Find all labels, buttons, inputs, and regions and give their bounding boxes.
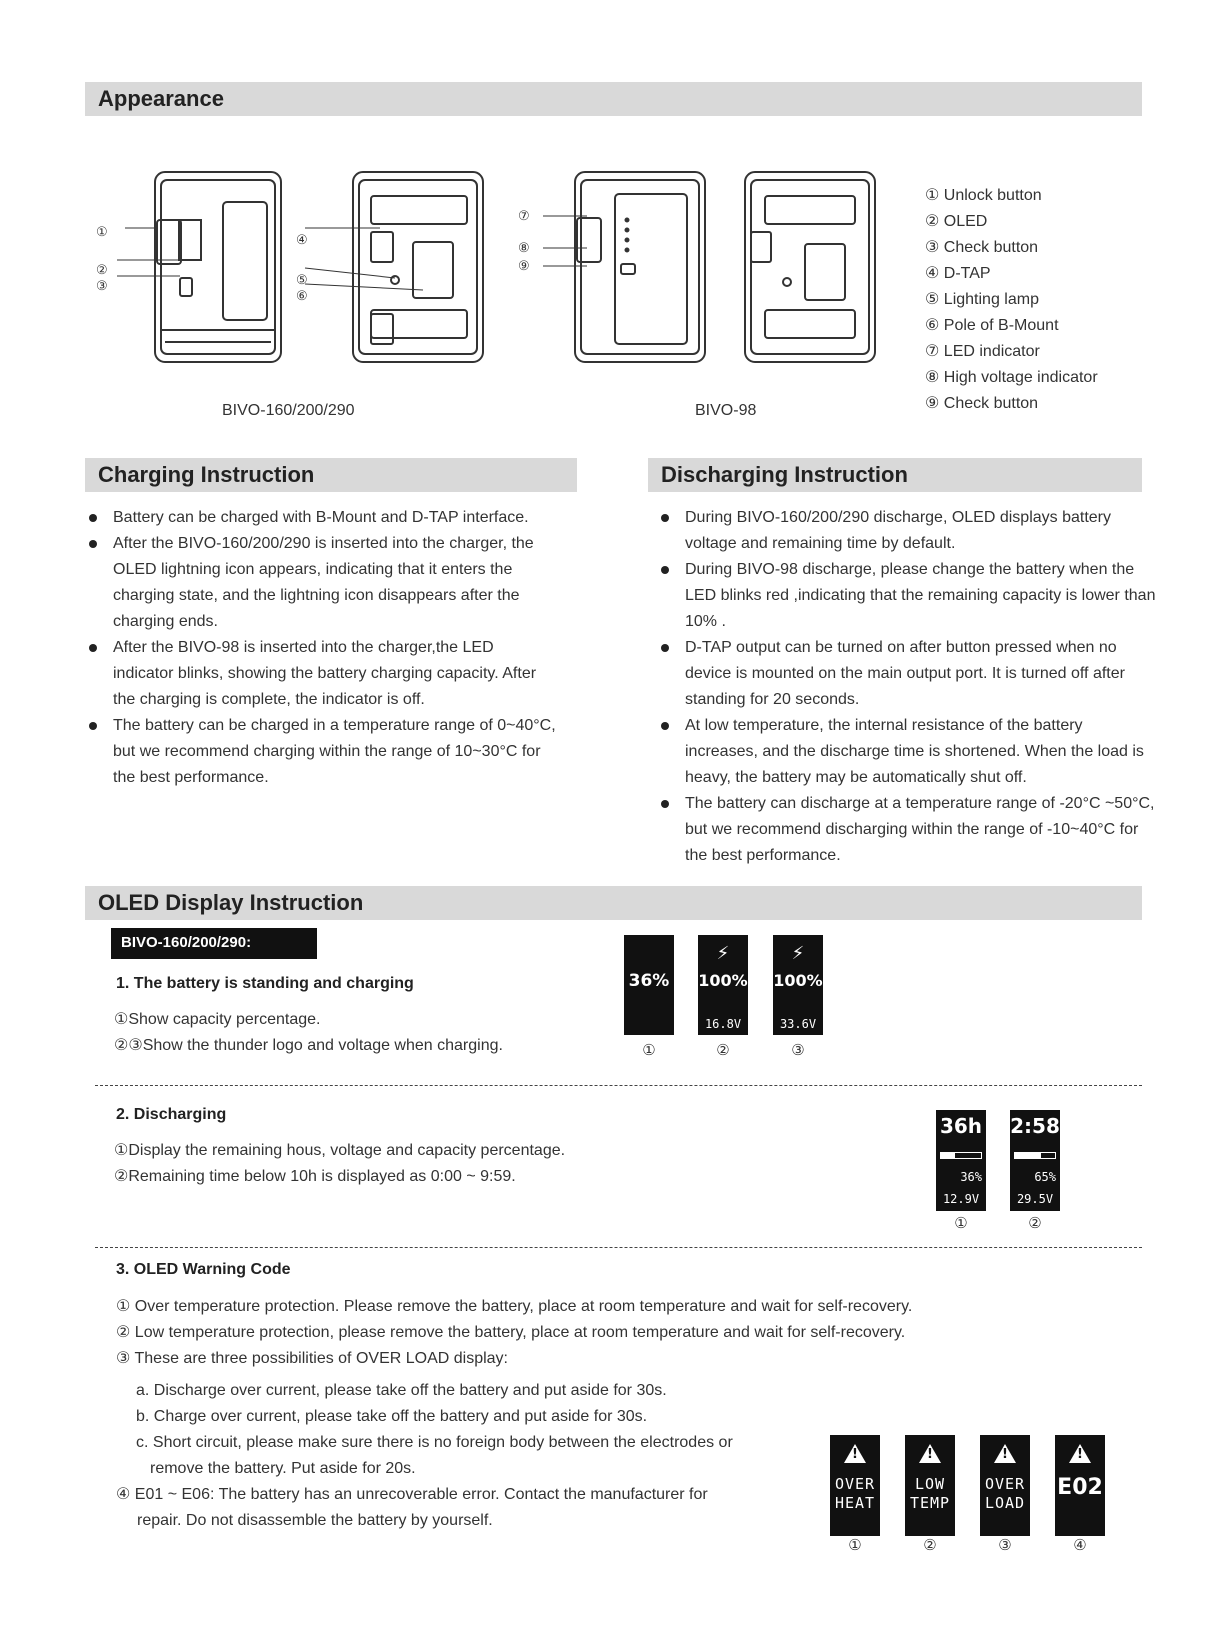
- list-item: The battery can be charged in a temperature range of 0~40°C, but we recommend charging within the range of 10~30°C for the best performance.: [86, 713, 556, 791]
- diagram-mark-4: ④: [296, 232, 308, 247]
- legend-item: ③ Check button: [925, 239, 1039, 256]
- discharging-list: [658, 505, 1158, 869]
- legend-item: ⑧ High voltage indicator: [925, 369, 1098, 386]
- battery-diagram-bivo-160: [95, 160, 495, 380]
- oled-screen-warning: [980, 1435, 1030, 1536]
- screen-caption: ②: [1028, 1215, 1042, 1232]
- model-caption-bivo-98: BIVO-98: [695, 402, 757, 419]
- section-3-subline: a. Discharge over current, please take off the battery and put aside for 30s.: [136, 1382, 667, 1399]
- screen-caption: ③: [998, 1537, 1012, 1554]
- list-item: At low temperature, the internal resistance of the battery increases, and the discharge time is shortened. When the load is heavy, the battery may be automatically shut off.: [658, 713, 1158, 791]
- screen-voltage: 12.9V: [942, 1192, 980, 1206]
- oled-screen-warning: [830, 1435, 880, 1536]
- legend-item: ⑥ Pole of B-Mount: [925, 317, 1059, 334]
- charging-list: [86, 505, 556, 791]
- section-3-subline: c. Short circuit, please make sure there is no foreign body between the electrodes or: [136, 1434, 733, 1451]
- oled-screen-discharge: [1010, 1110, 1060, 1211]
- warning-line: LOW: [914, 1475, 946, 1493]
- bolt-icon: ⚡: [716, 943, 730, 964]
- level-bar-track: [940, 1152, 982, 1159]
- section-divider: [95, 1085, 1142, 1086]
- list-item: Battery can be charged with B-Mount and D-TAP interface.: [86, 505, 556, 531]
- section-2-line: ①Display the remaining hous, voltage and capacity percentage.: [114, 1142, 566, 1159]
- screen-voltage: 16.8V: [704, 1017, 742, 1031]
- oled-screen-charging: [698, 935, 748, 1035]
- section-2-heading: 2. Discharging: [116, 1106, 227, 1123]
- screen-time: 2:58: [1010, 1114, 1060, 1138]
- oled-title: OLED Display Instruction: [98, 890, 364, 915]
- appearance-header: [85, 82, 1142, 116]
- warning-line: OVER: [834, 1475, 876, 1493]
- diagram-mark-7: ⑦: [518, 208, 530, 223]
- oled-screen-warning: [905, 1435, 955, 1536]
- diagram-mark-3: ③: [96, 278, 108, 293]
- list-item: During BIVO-160/200/290 discharge, OLED displays battery voltage and remaining time by default.: [658, 505, 1158, 557]
- legend-item: ⑦ LED indicator: [925, 343, 1040, 360]
- diagram-mark-8: ⑧: [518, 240, 530, 255]
- section-3-error-line: ④ E01 ~ E06: The battery has an unrecoverable error. Contact the manufacturer for: [116, 1486, 708, 1503]
- bolt-icon: ⚡: [791, 943, 805, 964]
- section-3-error-line: repair. Do not disassemble the battery by yourself.: [137, 1512, 493, 1529]
- section-1-heading: 1. The battery is standing and charging: [116, 975, 414, 992]
- warning-line: OVER: [984, 1475, 1026, 1493]
- warning-icon: [994, 1444, 1016, 1463]
- model-tag: [111, 928, 317, 959]
- screen-voltage: 29.5V: [1016, 1192, 1054, 1206]
- section-1-line: ②③Show the thunder logo and voltage when charging.: [114, 1037, 503, 1054]
- legend-item: ① Unlock button: [925, 187, 1042, 204]
- diagram-mark-9: ⑨: [518, 258, 530, 273]
- section-3-subline: remove the battery. Put aside for 20s.: [150, 1460, 416, 1477]
- diagram-mark-5: ⑤: [296, 272, 308, 287]
- screen-value: 100%: [773, 971, 823, 990]
- section-3-line: ③ These are three possibilities of OVER LOAD display:: [116, 1350, 508, 1367]
- discharging-title: Discharging Instruction: [661, 462, 908, 487]
- screen-caption: ③: [791, 1042, 805, 1059]
- screen-value: 36%: [628, 971, 670, 991]
- oled-screen-charging: [773, 935, 823, 1035]
- oled-screen-capacity: [624, 935, 674, 1035]
- oled-screen-discharge: [936, 1110, 986, 1211]
- section-3-subline: b. Charge over current, please take off the battery and put aside for 30s.: [136, 1408, 648, 1425]
- diagram-mark-2: ②: [96, 262, 108, 277]
- oled-screen-error: [1055, 1435, 1105, 1536]
- charging-title: Charging Instruction: [98, 462, 315, 487]
- level-bar-fill: [1015, 1153, 1041, 1158]
- list-item: After the BIVO-160/200/290 is inserted into the charger, the OLED lightning icon appears, indicating that it enters the charging state, and the lightning icon disappears after the charging ends.: [86, 531, 556, 635]
- battery-diagram-bivo-98: [515, 160, 895, 380]
- diagram-mark-6: ⑥: [296, 288, 308, 303]
- legend-item: ④ D-TAP: [925, 265, 991, 282]
- list-item: During BIVO-98 discharge, please change the battery when the LED blinks red ,indicating that the remaining capacity is lower than 10% .: [658, 557, 1158, 635]
- section-3-heading: 3. OLED Warning Code: [116, 1261, 291, 1278]
- screen-percent: 36%: [960, 1170, 982, 1184]
- screen-voltage: 33.6V: [779, 1017, 817, 1031]
- screen-caption: ①: [642, 1042, 656, 1059]
- oled-header: [85, 886, 1142, 920]
- section-1-line: ①Show capacity percentage.: [114, 1011, 321, 1028]
- level-bar-track: [1014, 1152, 1056, 1159]
- warning-line: HEAT: [834, 1494, 876, 1512]
- discharging-header: [648, 458, 1142, 492]
- appearance-legend: [925, 183, 1098, 417]
- warning-line: TEMP: [909, 1494, 951, 1512]
- diagram-mark-1: ①: [96, 224, 108, 239]
- appearance-title: Appearance: [98, 86, 224, 111]
- list-item: After the BIVO-98 is inserted into the charger,the LED indicator blinks, showing the battery charging capacity. After the charging is complete, the indicator is off.: [86, 635, 556, 713]
- section-2-line: ②Remaining time below 10h is displayed as 0:00 ~ 9:59.: [114, 1168, 516, 1185]
- warning-icon: [1069, 1444, 1091, 1463]
- screen-caption: ④: [1073, 1537, 1087, 1554]
- model-tag-label: BIVO-160/200/290:: [121, 934, 252, 951]
- charging-header: [85, 458, 577, 492]
- legend-item: ⑤ Lighting lamp: [925, 291, 1039, 308]
- section-3-line: ① Over temperature protection. Please remove the battery, place at room temperature and wait for self-recovery.: [116, 1298, 913, 1315]
- list-item: D-TAP output can be turned on after button pressed when no device is mounted on the main output port. It is turned off after standing for 20 seconds.: [658, 635, 1158, 713]
- error-code: E02: [1057, 1475, 1103, 1500]
- legend-item: ② OLED: [925, 213, 988, 230]
- screen-value: 100%: [698, 971, 748, 990]
- section-divider: [95, 1247, 1142, 1248]
- warning-icon: [844, 1444, 866, 1463]
- warning-line: LOAD: [984, 1494, 1026, 1512]
- level-bar-fill: [941, 1153, 955, 1158]
- list-item: The battery can discharge at a temperature range of -20°C ~50°C, but we recommend discharging within the range of -10~40°C for the best performance.: [658, 791, 1158, 869]
- warning-icon: [919, 1444, 941, 1463]
- screen-caption: ①: [848, 1537, 862, 1554]
- section-3-line: ② Low temperature protection, please remove the battery, place at room temperature and wait for self-recovery.: [116, 1324, 906, 1341]
- legend-item: ⑨ Check button: [925, 395, 1039, 412]
- screen-percent: 65%: [1034, 1170, 1056, 1184]
- screen-caption: ②: [716, 1042, 730, 1059]
- model-caption-bivo-160: BIVO-160/200/290: [222, 402, 355, 419]
- screen-time: 36h: [939, 1114, 983, 1138]
- screen-caption: ②: [923, 1537, 937, 1554]
- screen-caption: ①: [954, 1215, 968, 1232]
